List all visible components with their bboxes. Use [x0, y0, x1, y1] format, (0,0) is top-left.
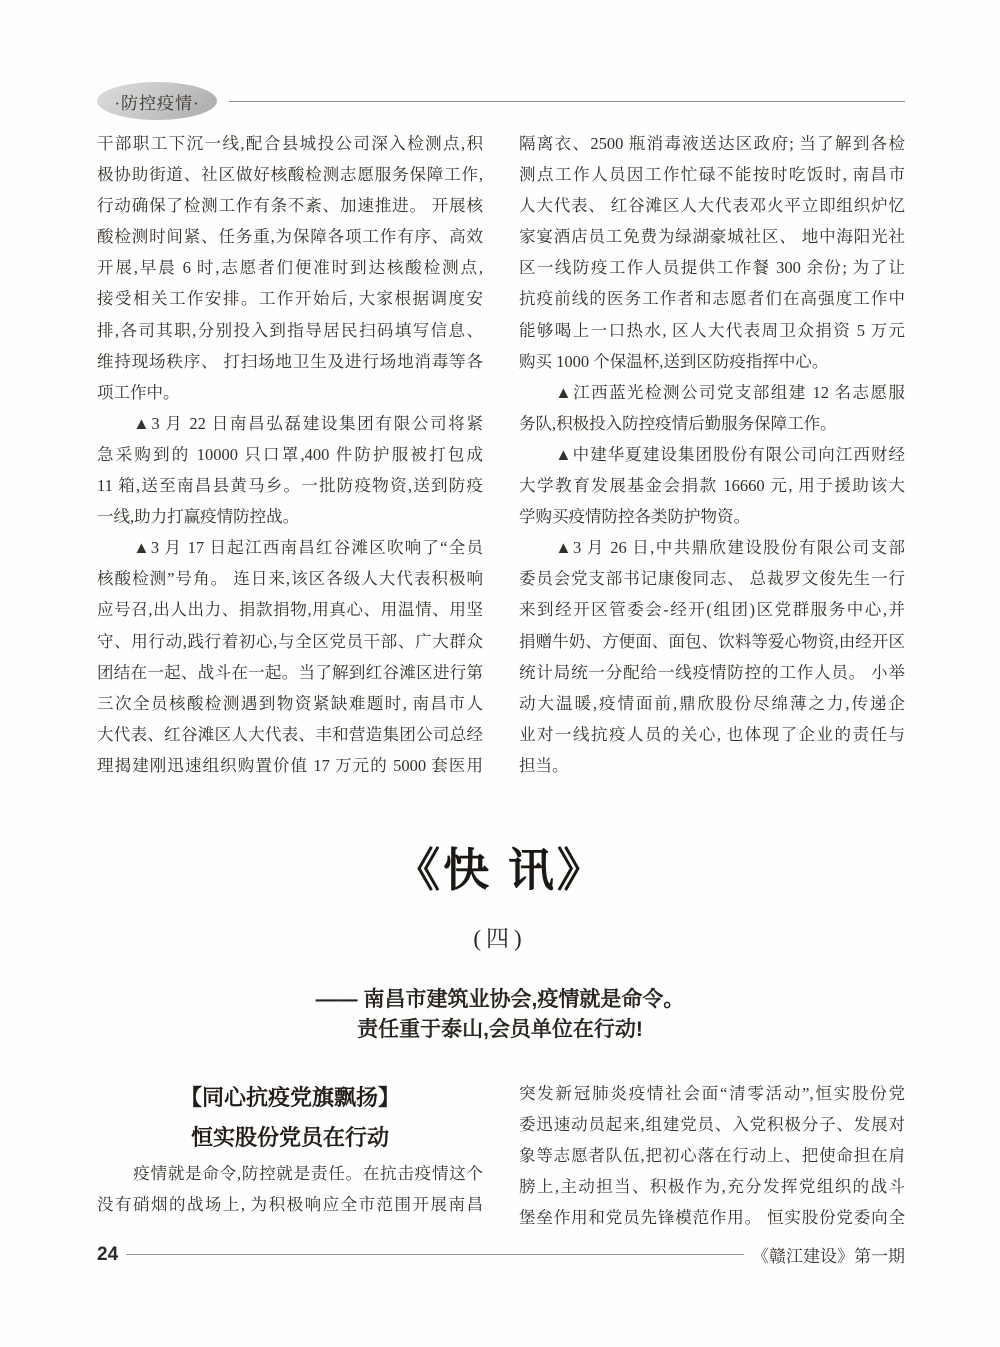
text-line: 干部职工下沉一线,配合县城投公司深入检测点,积: [97, 134, 483, 153]
text-line: 捐赠牛奶、方便面、面包、饮料等爱心物资,由经开区: [519, 631, 905, 651]
flash-section: [0, 842, 1000, 1045]
text-line: 理揭建刚迅速组织购置价值 17 万元的 5000 套医用: [97, 755, 483, 775]
text-line: 能够喝上一口热水, 区人大代表周卫众捐资 5 万元: [519, 320, 905, 340]
text-line: 突发新冠肺炎疫情社会面“清零活动”,恒实股份党: [519, 1084, 905, 1103]
text-line: 极协助街道、社区做好核酸检测志愿服务保障工作,: [97, 165, 483, 185]
article-heading-1: 【同心抗疫党旗飘扬】: [179, 1085, 400, 1110]
text-line: ▲3 月 26 日,中共鼎欣建设股份有限公司支部: [555, 538, 905, 558]
text-line: 务队,积极投入防控疫情后勤服务保障工作。: [519, 413, 837, 433]
journal-title: 《赣江建设》第一期: [752, 1247, 905, 1266]
flash-subtitle-line2: 责任重于泰山,会员单位在行动!: [357, 1018, 643, 1041]
text-line: 行动确保了检测工作有条不紊、加速推进。 开展核: [97, 196, 483, 216]
text-line: ▲3 月 22 日南昌弘磊建设集团有限公司将紧: [133, 413, 483, 433]
text-line: 排,各司其职,分别投入到指导居民扫码填写信息、: [97, 320, 483, 340]
text-line: 担当。: [519, 755, 569, 775]
text-line: 核酸检测”号角。 连日来,该区各级人大代表积极响: [97, 569, 483, 589]
flash-subtitle-line1: —— 南昌市建筑业协会,疫情就是命令。: [315, 988, 685, 1011]
text-line: 大学教育发展基金会捐款 16660 元, 用于援助该大: [519, 476, 905, 496]
text-line: 隔离衣、2500 瓶消毒液送达区政府; 当了解到各检: [519, 134, 905, 153]
footer-rule: [126, 1254, 744, 1255]
text-line: 学购买疫情防控各类防护物资。: [519, 507, 750, 527]
text-line: 接受相关工作安排。工作开始后, 大家根据调度安: [97, 289, 483, 309]
text-line: 业对一线抗疫人员的关心, 也体现了企业的责任与: [519, 724, 905, 744]
flash-title: 《快 讯》: [394, 844, 606, 896]
text-line: 膀上,主动担当、积极作为,充分发挥党组织的战斗: [519, 1177, 905, 1197]
text-line: 测点工作人员因工作忙碌不能按时吃饭时, 南昌市: [519, 165, 905, 185]
text-line: 动大温暖,疫情面前,鼎欣股份尽绵薄之力,传递企: [519, 693, 905, 713]
text-line: 维持现场秩序、 打扫场地卫生及进行场地消毒等各: [97, 351, 483, 371]
text-line: 三次全员核酸检测遇到物资紧缺难题时, 南昌市人: [97, 693, 484, 713]
text-line: ▲江西蓝光检测公司党支部组建 12 名志愿服: [555, 382, 905, 402]
text-line: 急采购到的 10000 只口罩,400 件防护服被打包成: [97, 444, 483, 464]
text-line: 区一线防疫工作人员提供工作餐 300 余份; 为了让: [519, 258, 905, 278]
text-line: 抗疫前线的医务工作者和志愿者们在高强度工作中: [519, 289, 905, 309]
text-line: 一线,助力打赢疫情防控战。: [97, 507, 300, 527]
text-line: 大代表、红谷滩区人大代表、丰和营造集团公司总经: [97, 724, 483, 744]
text-line: 应号召,出人出力、捐款捐物,用真心、用温情、用坚: [97, 600, 483, 620]
text-line: 11 箱,送至南昌县黄马乡。一批防疫物资,送到防疫: [97, 476, 483, 496]
article-text-left: [97, 1158, 483, 1220]
news-column-right: [519, 128, 905, 781]
text-line: 象等志愿者队伍,把初心落在行动上、把使命担在肩: [519, 1146, 905, 1166]
text-line: 人大代表、 红谷滩区人大代表邓火平立即组织炉忆: [519, 196, 905, 216]
text-line: ▲中建华夏建设集团股份有限公司向江西财经: [555, 444, 905, 464]
text-line: 团结在一起、战斗在一起。当了解到红谷滩区进行第: [97, 662, 483, 682]
text-line: 开展,早晨 6 时,志愿者们便准时到达核酸检测点,: [97, 258, 483, 278]
text-line: 委员会党支部书记康俊同志、 总裁罗文俊先生一行: [519, 569, 905, 589]
news-column-left: [97, 128, 483, 781]
page-footer: [97, 1242, 905, 1267]
section-badge-label: ·防控疫情·: [114, 93, 200, 113]
text-line: 委迅速动员起来,组建党员、入党积极分子、发展对: [519, 1115, 905, 1135]
flash-subtitle: [0, 985, 1000, 1045]
text-line: 来到经开区管委会-经开(组团)区党群服务中心,并: [519, 600, 905, 620]
text-line: 统计局统一分配给一线疫情防控的工作人员。 小举: [519, 662, 905, 682]
article-heading-2: 恒实股份党员在行动: [190, 1125, 389, 1150]
text-line: 没有硝烟的战场上, 为积极响应全市范围开展南昌: [97, 1195, 483, 1215]
text-line: 购买 1000 个保温杯,送到区防疫指挥中心。: [519, 351, 829, 371]
text-line: 堡垒作用和党员先锋模范作用。 恒实股份党委向全: [519, 1208, 905, 1228]
text-line: 项工作中。: [97, 382, 180, 402]
article-column-left: [97, 1078, 483, 1233]
flash-part-number: (四): [473, 926, 527, 951]
text-line: 酸检测时间紧、任务重,为保障各项工作有序、高效: [97, 227, 483, 247]
article-section: [97, 1078, 905, 1233]
page-header: [97, 82, 905, 120]
text-line: ▲3 月 17 日起江西南昌红谷滩区吹响了“全员: [133, 538, 483, 558]
page-number: 24: [97, 1243, 119, 1265]
news-briefs-body: [97, 128, 905, 781]
article-column-right: [519, 1078, 905, 1233]
text-line: 家宴酒店员工免费为绿湖豪城社区、 地中海阳光社: [519, 227, 905, 247]
section-badge: [97, 82, 217, 120]
header-rule: [229, 101, 905, 102]
text-line: 守、用行动,践行着初心,与全区党员干部、广大群众: [97, 631, 483, 651]
text-line: 疫情就是命令,防控就是责任。在抗击疫情这个: [133, 1164, 483, 1183]
